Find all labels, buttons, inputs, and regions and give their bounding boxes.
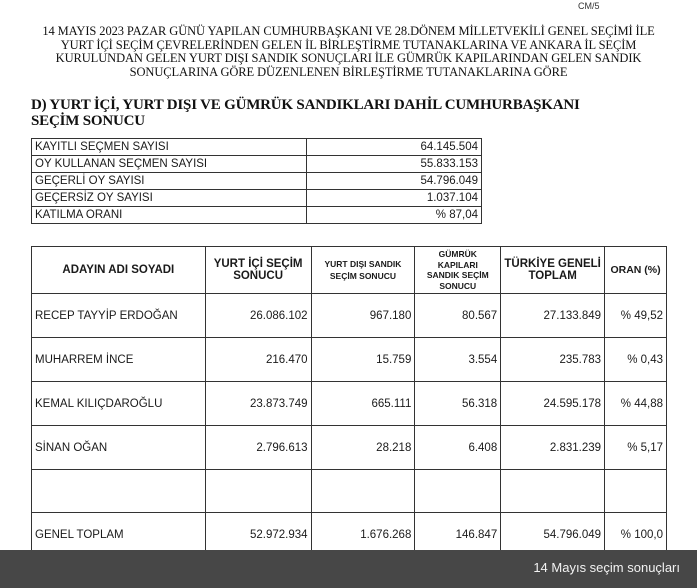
empty-cell: [415, 470, 501, 513]
header-line: ADAYIN ADI SOYADI: [62, 264, 175, 276]
candidate-name: KEMAL KILIÇDAROĞLU: [32, 382, 206, 426]
candidate-row: [32, 294, 667, 338]
empty-cell: [605, 470, 667, 513]
header-line: GÜMRÜK KAPILARI: [437, 249, 478, 270]
yurt-disi-value: 967.180: [311, 294, 415, 338]
gumruk-value: 3.554: [415, 338, 501, 382]
empty-cell: [311, 470, 415, 513]
total-yurt-disi: 1.676.268: [311, 513, 415, 557]
summary-value: 54.796.049: [307, 173, 482, 190]
total-toplam: 54.796.049: [501, 513, 605, 557]
total-label: GENEL TOPLAM: [32, 513, 206, 557]
toplam-value: 235.783: [501, 338, 605, 382]
section-title-line: D) YURT İÇİ, YURT DIŞI VE GÜMRÜK SANDIKLARI DAHİL CUMHURBAŞKANI: [31, 97, 580, 113]
empty-row: [32, 470, 667, 513]
header-candidate: [32, 247, 206, 294]
header-toplam: [501, 247, 605, 294]
summary-table: [31, 138, 482, 224]
summary-label: OY KULLANAN SEÇMEN SAYISI: [32, 156, 307, 173]
summary-row: [32, 190, 482, 207]
summary-label: KAYITLI SEÇMEN SAYISI: [32, 139, 307, 156]
caption-bar: [0, 550, 697, 588]
header-line: SANDIK SEÇİM: [426, 270, 489, 280]
empty-cell: [205, 470, 311, 513]
gumruk-value: 80.567: [415, 294, 501, 338]
empty-cell: [32, 470, 206, 513]
header-line: SEÇİM SONUCU: [329, 271, 396, 281]
summary-value: 55.833.153: [307, 156, 482, 173]
results-table: [31, 246, 667, 557]
summary-row: [32, 207, 482, 224]
yurt-ici-value: 23.873.749: [205, 382, 311, 426]
header-line: YURT DIŞI SANDIK: [324, 259, 402, 269]
heading-line: SONUÇLARINA GÖRE DÜZENLENEN BİRLEŞTİRME TUTANAKLARINA GÖRE: [129, 64, 568, 79]
yurt-disi-value: 28.218: [311, 426, 415, 470]
section-title: [31, 97, 580, 129]
candidate-name: MUHARREM İNCE: [32, 338, 206, 382]
header-line: YURT İÇİ SEÇİM: [213, 258, 303, 270]
candidate-name: SİNAN OĞAN: [32, 426, 206, 470]
header-line: SONUCU: [439, 280, 477, 291]
header-oran: [605, 247, 667, 294]
yurt-ici-value: 216.470: [205, 338, 311, 382]
yurt-disi-value: 665.111: [311, 382, 415, 426]
summary-value: % 87,04: [307, 207, 482, 224]
total-gumruk: 146.847: [415, 513, 501, 557]
heading-line: KURULUNDAN GELEN YURT DIŞI SANDIK SONUÇLARI İLE GÜMRÜK KAPILARINDAN GELEN SANDIK: [55, 51, 642, 65]
empty-cell: [501, 470, 605, 513]
yurt-disi-value: 15.759: [311, 338, 415, 382]
oran-value: % 49,52: [605, 294, 667, 338]
header-line: TOPLAM: [528, 270, 577, 282]
summary-row: [32, 173, 482, 190]
candidate-row: [32, 382, 667, 426]
summary-value: 1.037.104: [307, 190, 482, 207]
results-header-row: [32, 247, 667, 294]
toplam-value: 2.831.239: [501, 426, 605, 470]
summary-label: GEÇERLİ OY SAYISI: [32, 173, 307, 190]
total-yurt-ici: 52.972.934: [205, 513, 311, 557]
summary-value: 64.145.504: [307, 139, 482, 156]
image-caption: 14 Mayıs seçim sonuçları: [533, 560, 680, 575]
summary-row: [32, 156, 482, 173]
toplam-value: 24.595.178: [501, 382, 605, 426]
summary-label: KATILMA ORANI: [32, 207, 307, 224]
summary-label: GEÇERSİZ OY SAYISI: [32, 190, 307, 207]
yurt-ici-value: 26.086.102: [205, 294, 311, 338]
oran-value: % 44,88: [605, 382, 667, 426]
gumruk-value: 6.408: [415, 426, 501, 470]
candidate-name: RECEP TAYYİP ERDOĞAN: [32, 294, 206, 338]
summary-row: [32, 139, 482, 156]
yurt-ici-value: 2.796.613: [205, 426, 311, 470]
document-code: CM/5: [578, 1, 600, 11]
candidate-row: [32, 338, 667, 382]
heading-line: YURT İÇİ SEÇİM ÇEVRELERİNDEN GELEN İL BİRLEŞTİRME TUTANAKLARINA VE ANKARA İL SEÇİM: [60, 37, 637, 52]
heading-line: 14 MAYIS 2023 PAZAR GÜNÜ YAPILAN CUMHURBAŞKANI VE 28.DÖNEM MİLLETVEKİLİ GENEL SEÇİMİ İLE: [42, 24, 655, 38]
oran-value: % 5,17: [605, 426, 667, 470]
section-title-line: SEÇİM SONUCU: [31, 113, 145, 129]
header-gumruk: [415, 247, 501, 294]
oran-value: % 0,43: [605, 338, 667, 382]
header-yurt-disi: [311, 247, 415, 294]
document-heading: [20, 25, 677, 79]
header-line: SONUCU: [233, 270, 284, 282]
header-yurt-ici: [205, 247, 311, 294]
total-oran: % 100,0: [605, 513, 667, 557]
header-line: ORAN (%): [610, 264, 661, 276]
toplam-value: 27.133.849: [501, 294, 605, 338]
gumruk-value: 56.318: [415, 382, 501, 426]
candidate-row: [32, 426, 667, 470]
header-line: TÜRKİYE GENELİ: [504, 258, 601, 270]
